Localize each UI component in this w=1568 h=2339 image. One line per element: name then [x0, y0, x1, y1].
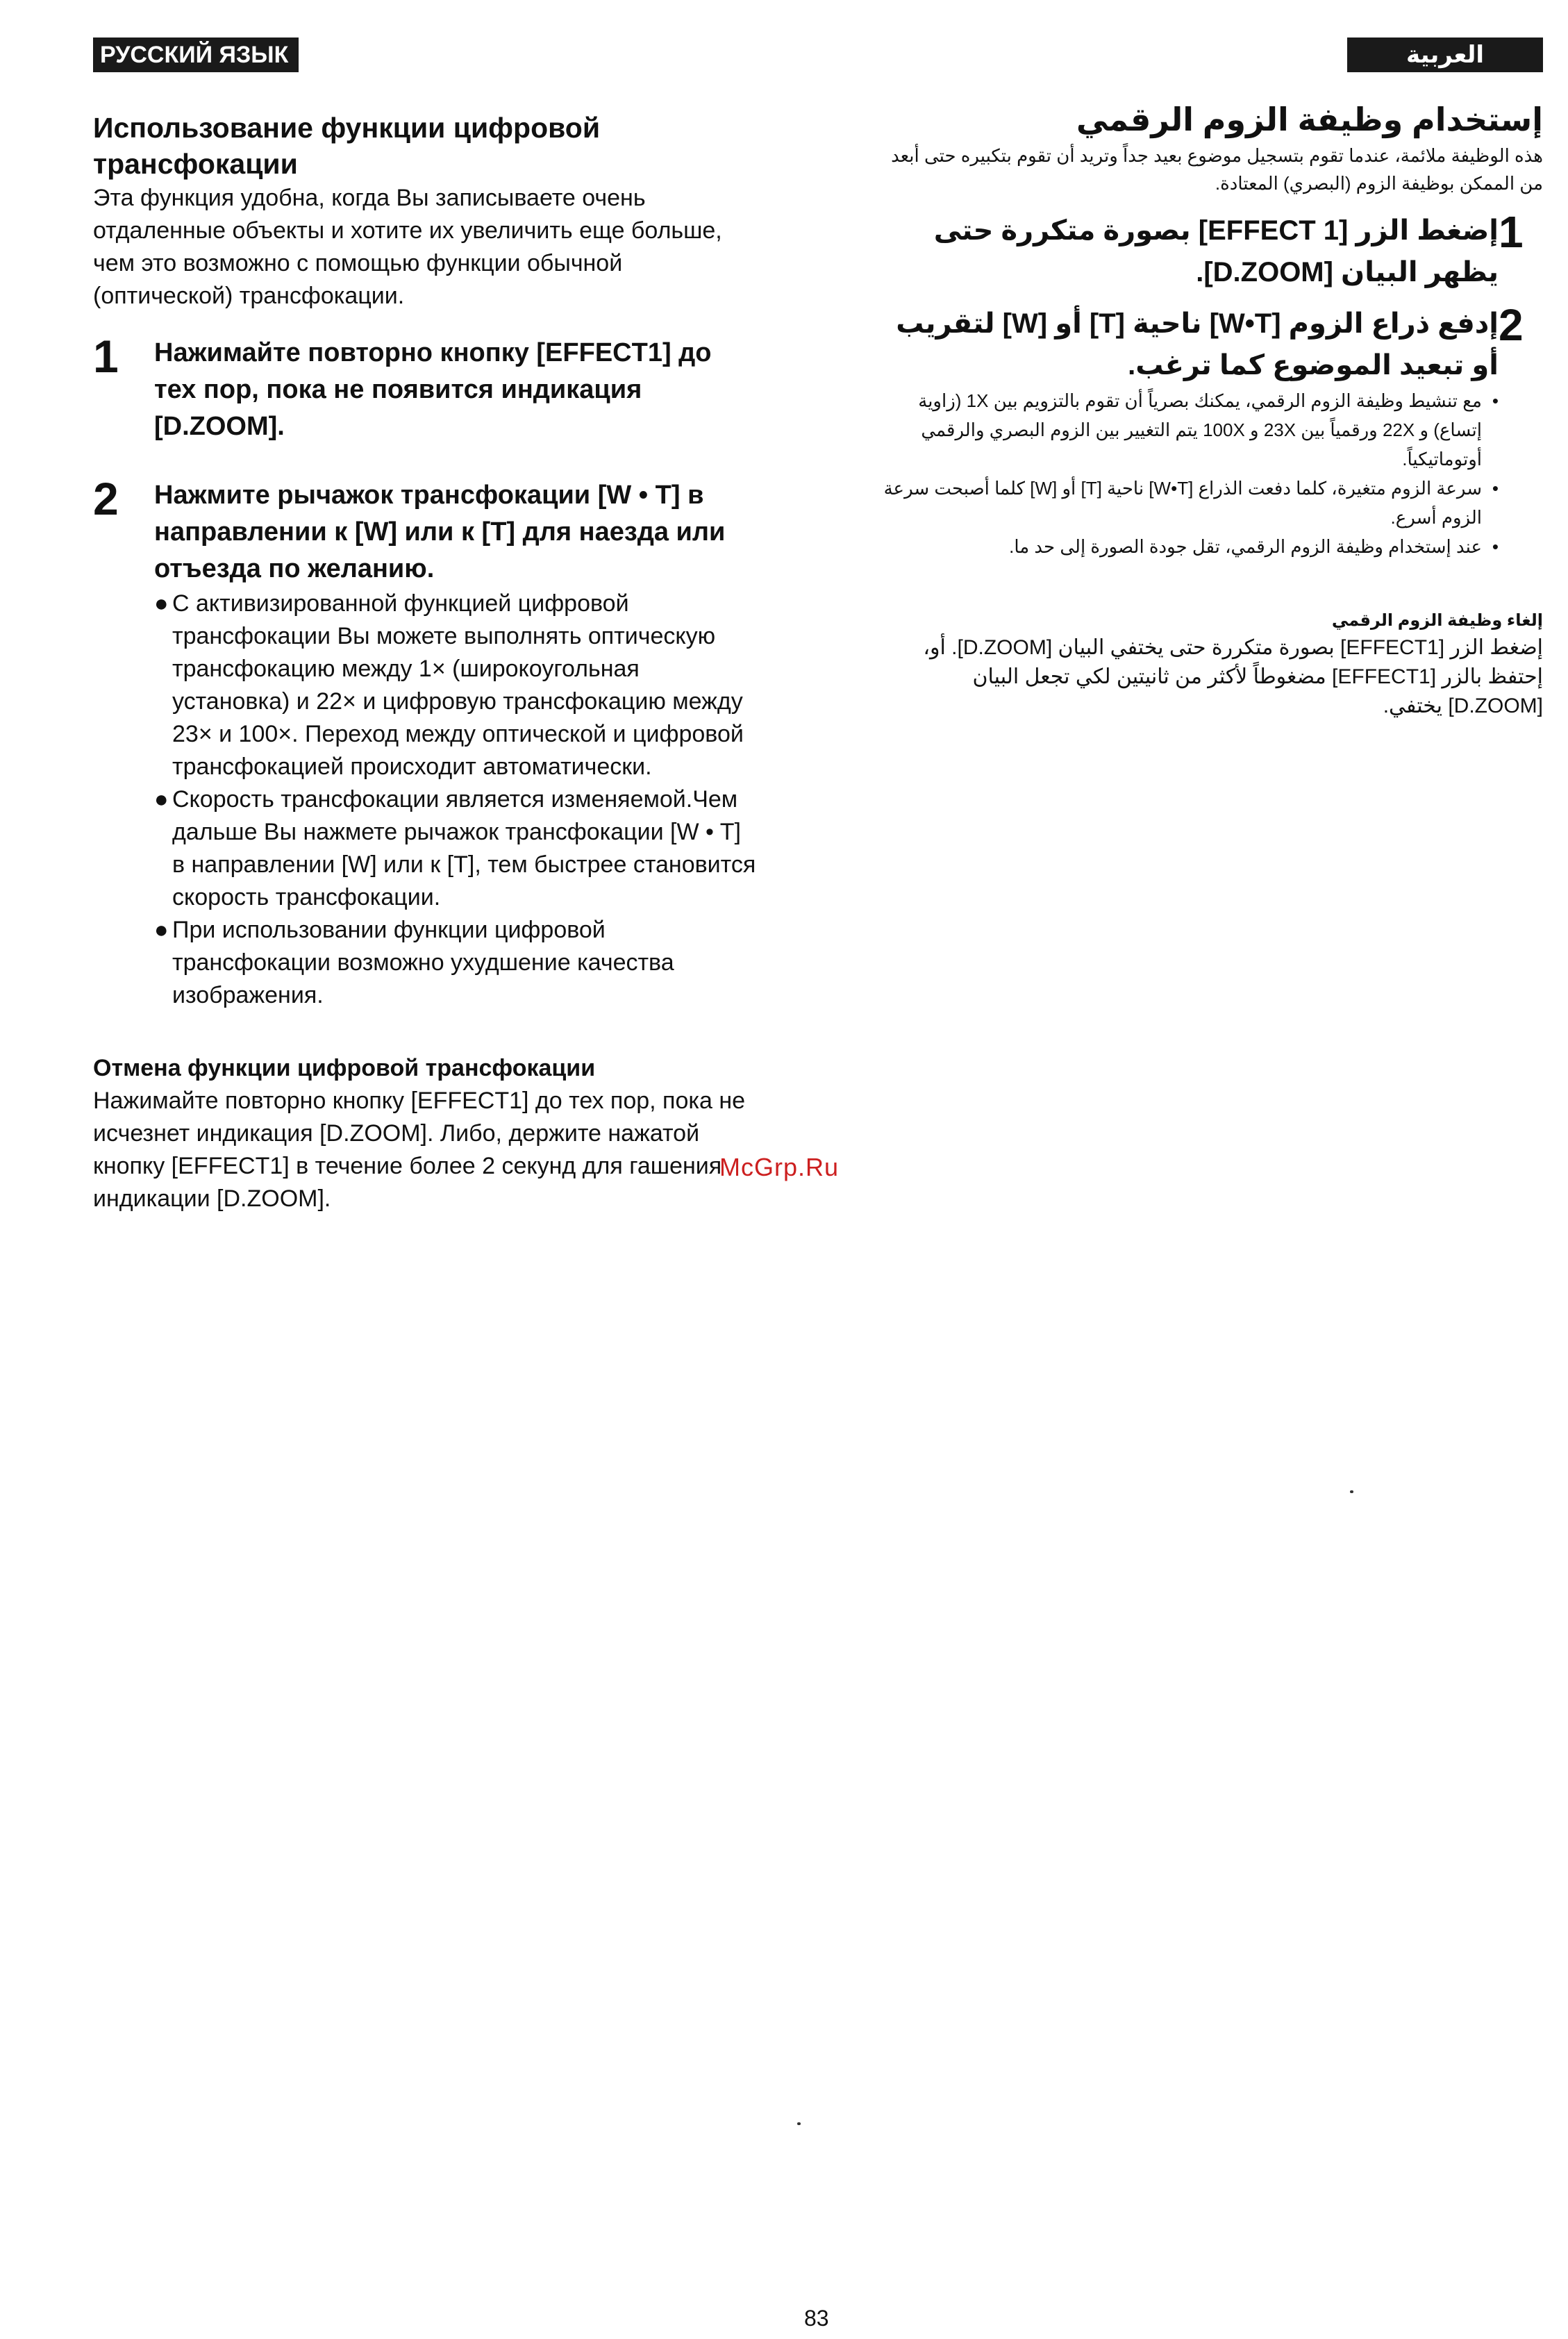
notes-list — [882, 386, 1543, 561]
step-1 — [882, 207, 1543, 293]
step-number: 2 — [1499, 300, 1524, 350]
bullet-icon: • — [1492, 536, 1499, 557]
arabic-column — [882, 97, 1543, 721]
step-1 — [93, 331, 760, 445]
step-instruction: Нажимайте повторно кнопку [EFFECT1] до тех пор, пока не появится индикация [D.ZOOM]. — [154, 338, 712, 441]
scan-speck — [1350, 1490, 1353, 1493]
step-instruction: Нажмите рычажок трансфокации [W • T] в направлении к [W] или к [T] для наезда или отъезда по желанию. — [154, 481, 726, 583]
list-item: • مع تنشيط وظيفة الزوم الرقمي، يمكنك بصرياً أن تقوم بالتزويم بين 1X (زاوية إتساع) و 22X ورقمياً بين 23X و 100X يتم التغيير بين الزوم البصري والرقمي أوتوماتيكياً. — [882, 386, 1499, 474]
bullet-icon: • — [1492, 390, 1499, 411]
notes-list — [93, 588, 760, 1012]
cancel-heading: إلغاء وظيفة الزوم الرقمي — [1331, 611, 1543, 630]
page-title: Использование функции цифровой трансфокации — [93, 112, 601, 180]
bullet-icon: ● — [154, 786, 169, 813]
russian-language-tab: РУССКИЙ ЯЗЫК — [93, 38, 299, 72]
step-instruction: إضغط الزر [EFFECT 1] بصورة متكررة حتى يظهر البيان [D.ZOOM]. — [933, 215, 1499, 288]
list-item: • سرعة الزوم متغيرة، كلما دفعت الذراع [W•T] ناحية [T] أو [W] كلما أصبحت سرعة الزوم أسرع. — [882, 474, 1499, 532]
list-item: ● С активизированной функцией цифровой трансфокации Вы можете выполнять оптическую трансфокацию между 1× (широкоугольная установка) и 22× и цифровую трансфокацию между 23× и 100×. Переход между оптической и цифровой трансфокацией происходит автоматически. — [154, 588, 760, 783]
cancel-paragraph: إضغط الزر [EFFECT1] بصورة متكررة حتى يختفي البيان [D.ZOOM]. أو، إحتفظ بالزر [EFFECT1] مضغوطاً لأكثر من ثانيتين لكي تجعل البيان [D.ZOOM] يختفي. — [923, 636, 1543, 717]
cancel-paragraph: Нажимайте повторно кнопку [EFFECT1] до тех пор, пока не исчезнет индикация [D.ZOOM]. Либо, держите нажатой кнопку [EFFECT1] в течение более 2 секунд для гашения индикации [D.ZOOM]. — [93, 1088, 746, 1212]
intro-paragraph: هذه الوظيفة ملائمة، عندما تقوم بتسجيل موضوع بعيد جداً وتريد أن تقوم بتكبيره حتى أبعد من الممكن بوظيفة الزوم (البصري) المعتادة. — [891, 145, 1543, 194]
scan-speck — [797, 2122, 801, 2125]
step-instruction: إدفع ذراع الزوم [W•T] ناحية [T] أو [W] لتقريب أو تبعيد الموضوع كما ترغب. — [896, 308, 1499, 381]
step-2 — [93, 473, 760, 588]
list-item: ● Скорость трансфокации является изменяемой.Чем дальше Вы нажмете рычажок трансфокации [W • T] в направлении [W] или к [T], тем быстрее становится скорость трансфокации. — [154, 783, 760, 914]
bullet-icon: ● — [154, 590, 169, 617]
page-number: 83 — [804, 2306, 829, 2331]
step-number: 1 — [1499, 207, 1524, 257]
list-item: • عند إستخدام وظيفة الزوم الرقمي، تقل جودة الصورة إلى حد ما. — [882, 532, 1499, 561]
intro-paragraph: Эта функция удобна, когда Вы записываете очень отдаленные объекты и хотите их увеличить еще больше, чем это возможно с помощью функции обычной (оптической) трансфокации. — [93, 185, 722, 309]
list-item: ● При использовании функции цифровой трансфокации возможно ухудшение качества изображения. — [154, 914, 760, 1012]
bullet-icon: ● — [154, 917, 169, 943]
step-number: 1 — [93, 331, 119, 382]
page-title: إستخدام وظيفة الزوم الرقمي — [1076, 101, 1543, 138]
bullet-icon: • — [1492, 478, 1499, 499]
step-number: 2 — [93, 473, 119, 524]
russian-column — [93, 110, 760, 1215]
arabic-language-tab: العربية — [1347, 38, 1543, 72]
cancel-heading: Отмена функции цифровой трансфокации — [93, 1055, 596, 1081]
step-2 — [882, 300, 1543, 386]
watermark: McGrp.Ru — [719, 1153, 840, 1181]
